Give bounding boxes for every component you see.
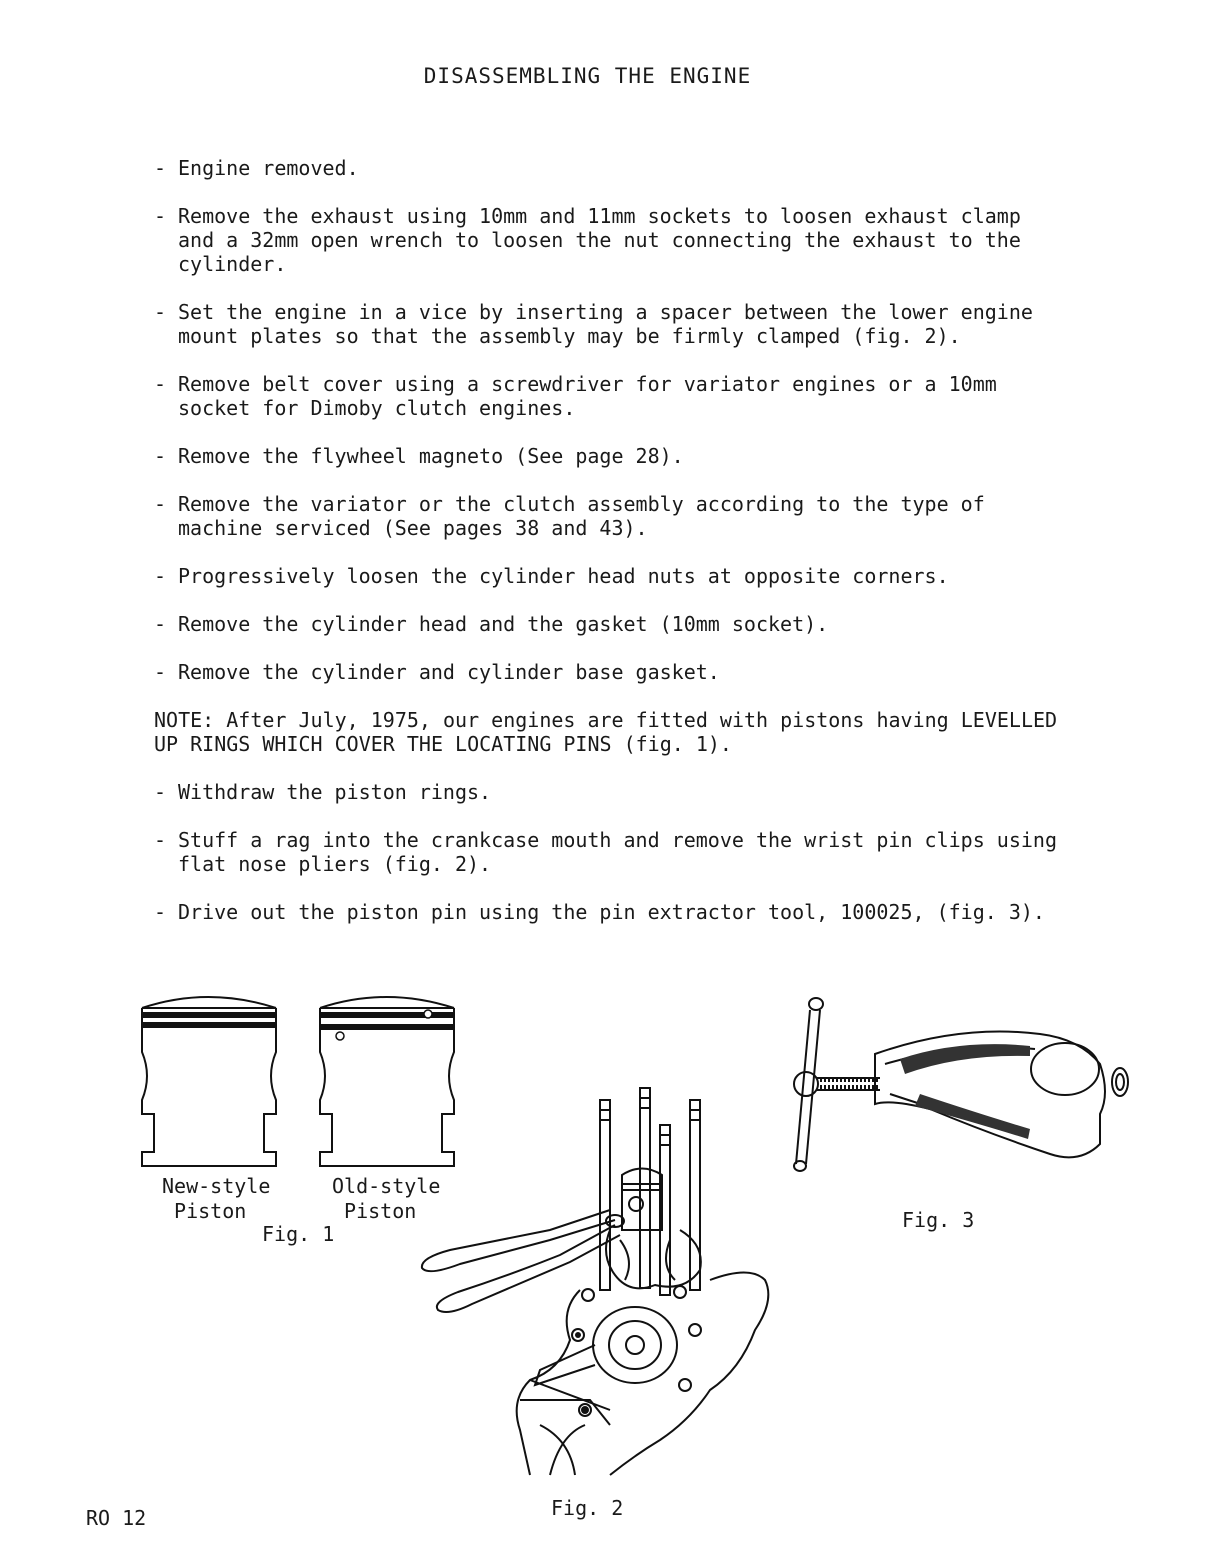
step-text: Remove the cylinder and cylinder base gasket.: [178, 660, 720, 684]
bullet-dash: -: [154, 780, 167, 804]
step-text: Remove belt cover using a screwdriver for variator engines or a 10mm socket for Dimoby clutch engines.: [178, 372, 997, 420]
step-text: Remove the variator or the clutch assembly according to the type of machine serviced (See pages 38 and 43).: [178, 492, 985, 540]
engine-with-pliers-drawing: [410, 1080, 780, 1480]
note-paragraph: NOTE: After July, 1975, our engines are fitted with pistons having LEVELLED UP RINGS WHICH COVER THE LOCATING PINS (fig. 1).: [154, 708, 1058, 756]
fig1-caption: Fig. 1: [262, 1222, 335, 1246]
bullet-dash: -: [154, 828, 167, 852]
bullet-dash: -: [154, 204, 167, 228]
page-title: DISASSEMBLING THE ENGINE: [423, 64, 752, 88]
step-text: Progressively loosen the cylinder head nuts at opposite corners.: [178, 564, 949, 588]
list-item: [154, 780, 1084, 804]
step-text: Stuff a rag into the crankcase mouth and remove the wrist pin clips using flat nose pliers (fig. 2).: [178, 828, 1057, 876]
new-style-piston-label: New-style Piston: [162, 1174, 271, 1223]
list-item: [154, 660, 1084, 684]
list-item: [154, 612, 1084, 636]
list-item: [154, 828, 1084, 876]
page-number: RO 12: [86, 1506, 147, 1530]
step-text: Remove the cylinder head and the gasket (10mm socket).: [178, 612, 829, 636]
bullet-dash: -: [154, 156, 167, 180]
step-text: Remove the flywheel magneto (See page 28).: [178, 444, 684, 468]
fig2-caption: Fig. 2: [551, 1496, 624, 1520]
list-item: [154, 564, 1084, 588]
old-style-piston-label: Old-style Piston: [332, 1174, 441, 1223]
list-item: [154, 156, 1084, 180]
bullet-dash: -: [154, 612, 167, 636]
bullet-dash: -: [154, 444, 167, 468]
list-item: [154, 300, 1084, 348]
list-item: [154, 444, 1084, 468]
bullet-dash: -: [154, 660, 167, 684]
step-text: Set the engine in a vice by inserting a spacer between the lower engine mount plates so that the assembly may be firmly clamped (fig. 2).: [178, 300, 1033, 348]
bullet-dash: -: [154, 372, 167, 396]
list-item: [154, 900, 1084, 924]
new-style-piston-drawing: [136, 990, 284, 1170]
bullet-dash: -: [154, 900, 167, 924]
step-text: Remove the exhaust using 10mm and 11mm sockets to loosen exhaust clamp and a 32mm open wrench to loosen the nut connecting the exhaust to the cylinder.: [178, 204, 1021, 276]
instruction-list: [154, 156, 1084, 948]
pin-extractor-tool-drawing: [780, 994, 1140, 1174]
step-text: Withdraw the piston rings.: [178, 780, 492, 804]
fig3-caption: Fig. 3: [902, 1208, 975, 1232]
bullet-dash: -: [154, 492, 167, 516]
bullet-dash: -: [154, 564, 167, 588]
list-item: [154, 204, 1084, 276]
bullet-dash: -: [154, 300, 167, 324]
list-item: [154, 372, 1084, 420]
step-text: Drive out the piston pin using the pin extractor tool, 100025, (fig. 3).: [178, 900, 1045, 924]
step-text: Engine removed.: [178, 156, 359, 180]
list-item: [154, 492, 1084, 540]
